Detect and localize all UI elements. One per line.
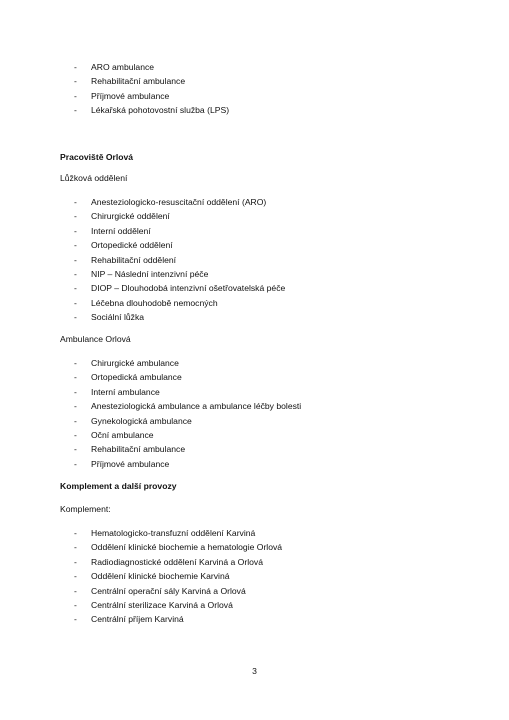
list-item: - Centrální sterilizace Karviná a Orlová bbox=[74, 599, 233, 610]
list-item: - Oddělení klinické biochemie Karviná bbox=[74, 571, 230, 582]
ambulance-list bbox=[74, 356, 301, 471]
list-item: - Anesteziologická ambulance a ambulance léčby bolesti bbox=[74, 401, 302, 412]
complement-label: Komplement: bbox=[60, 504, 111, 514]
list-item: - Ortopedická ambulance bbox=[74, 372, 182, 383]
beds-label: Lůžková oddělení bbox=[60, 173, 128, 183]
list-item: - DIOP – Dlouhodobá intenzivní ošetřovatelská péče bbox=[74, 283, 286, 294]
list-item: - Gynekologická ambulance bbox=[74, 415, 192, 426]
list-item: - Anesteziologicko-resuscitační oddělení (ARO) bbox=[74, 197, 267, 207]
list-item: - Sociální lůžka bbox=[74, 312, 145, 323]
list-item: - Ortopedické oddělení bbox=[74, 240, 173, 251]
list-item: - Rehabilitační oddělení bbox=[74, 254, 177, 265]
complement-list bbox=[74, 526, 282, 627]
list-item: - Interní oddělení bbox=[74, 225, 151, 236]
list-item: - Příjmové ambulance bbox=[74, 458, 170, 469]
beds-list bbox=[74, 195, 285, 325]
list-item: - Příjmové ambulance bbox=[74, 90, 170, 101]
list-item: - Oční ambulance bbox=[74, 429, 154, 440]
list-item: - Radiodiagnostické oddělení Karviná a Orlová bbox=[74, 556, 263, 567]
list-item: - Chirurgické ambulance bbox=[74, 358, 179, 368]
list-item: - Centrální příjem Karviná bbox=[74, 614, 184, 625]
list-item: - Lékařská pohotovostní služba (LPS) bbox=[74, 105, 230, 116]
list-item: - Rehabilitační ambulance bbox=[74, 76, 186, 87]
section-heading-orlova: Pracoviště Orlová bbox=[60, 152, 134, 162]
list-item: - Interní ambulance bbox=[74, 386, 160, 397]
list-item: - Hematologicko-transfuzní oddělení Karviná bbox=[74, 528, 256, 538]
list-item: - NIP – Následní intenzivní péče bbox=[74, 268, 209, 279]
list-item: - Rehabilitační ambulance bbox=[74, 444, 186, 455]
list-item: - Chirurgické oddělení bbox=[74, 211, 170, 222]
page-number: 3 bbox=[252, 666, 257, 676]
ambulance-label: Ambulance Orlová bbox=[60, 334, 131, 344]
list-item: - ARO ambulance bbox=[74, 62, 155, 72]
section-heading-complement: Komplement a další provozy bbox=[60, 481, 177, 491]
top-list bbox=[74, 60, 229, 118]
list-item: - Oddělení klinické biochemie a hematologie Orlová bbox=[74, 542, 283, 553]
list-item: - Centrální operační sály Karviná a Orlová bbox=[74, 585, 246, 596]
list-item: - Léčebna dlouhodobě nemocných bbox=[74, 297, 218, 308]
